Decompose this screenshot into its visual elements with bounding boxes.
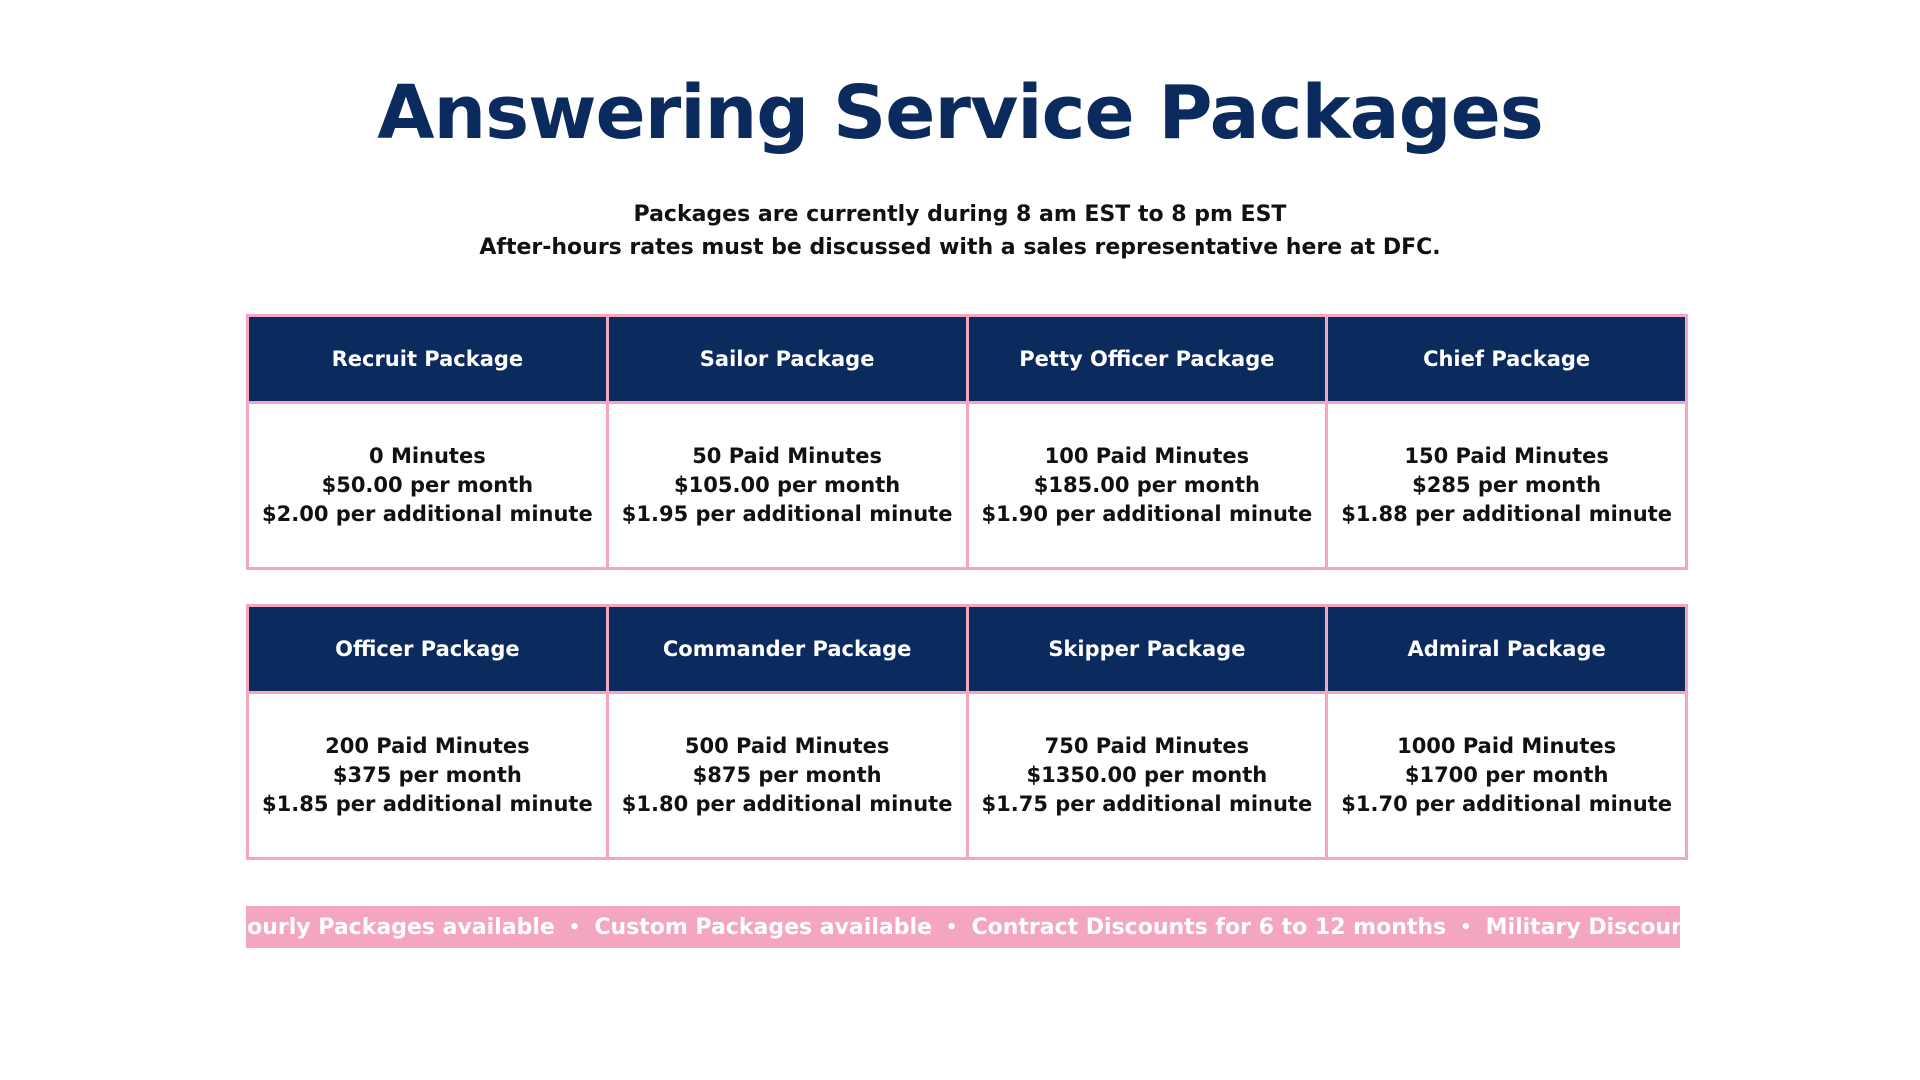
package-minutes: 50 Paid Minutes: [692, 444, 883, 468]
package-minutes: 200 Paid Minutes: [325, 734, 530, 758]
footer-custom-packages: Custom Packages available: [594, 914, 932, 940]
package-minutes: 150 Paid Minutes: [1404, 444, 1609, 468]
package-details: [969, 694, 1326, 857]
package-header: Admiral Package: [1328, 607, 1685, 691]
bullet-separator: •: [1460, 916, 1472, 938]
package-minutes: 500 Paid Minutes: [684, 734, 890, 758]
package-details: [249, 694, 606, 857]
package-additional-rate: $1.70 per additional minute: [1341, 792, 1672, 816]
package-header: Chief Package: [1328, 317, 1685, 401]
package-additional-rate: $1.88 per additional minute: [1341, 502, 1672, 526]
package-monthly-price: $50.00 per month: [321, 473, 534, 497]
package-additional-rate: $1.90 per additional minute: [981, 502, 1313, 526]
package-header: Skipper Package: [969, 607, 1326, 691]
package-monthly-price: $285 per month: [1412, 473, 1602, 497]
package-additional-rate: $1.80 per additional minute: [621, 792, 953, 816]
package-header: Officer Package: [249, 607, 606, 691]
bullet-separator: •: [568, 916, 581, 938]
package-additional-rate: $2.00 per additional minute: [262, 502, 593, 526]
package-table-row-1: [246, 314, 1688, 570]
package-details: [249, 404, 606, 567]
package-monthly-price: $375 per month: [332, 763, 522, 787]
package-monthly-price: $1700 per month: [1404, 763, 1609, 787]
package-monthly-price: $105.00 per month: [674, 473, 901, 497]
package-header: Sailor Package: [609, 317, 966, 401]
package-additional-rate: $1.85 per additional minute: [262, 792, 593, 816]
subtitle: [0, 198, 1920, 264]
package-details: [1328, 694, 1685, 857]
package-details: [609, 694, 966, 857]
package-additional-rate: $1.95 per additional minute: [621, 502, 953, 526]
subtitle-hours: Packages are currently during 8 am EST to 8 pm EST: [633, 202, 1287, 227]
package-minutes: 100 Paid Minutes: [1044, 444, 1250, 468]
footer-contract-discounts: Contract Discounts for 6 to 12 months: [971, 914, 1447, 940]
bullet-separator: •: [945, 916, 958, 938]
package-monthly-price: $1350.00 per month: [1026, 763, 1268, 787]
package-header: Commander Package: [609, 607, 966, 691]
package-details: [1328, 404, 1685, 567]
package-monthly-price: $875 per month: [692, 763, 882, 787]
package-minutes: 750 Paid Minutes: [1044, 734, 1250, 758]
package-monthly-price: $185.00 per month: [1033, 473, 1260, 497]
package-details: [969, 404, 1326, 567]
package-table-row-2: [246, 604, 1688, 860]
package-additional-rate: $1.75 per additional minute: [981, 792, 1313, 816]
package-minutes: 1000 Paid Minutes: [1397, 734, 1617, 758]
package-details: [609, 404, 966, 567]
footer-hourly-packages: Hourly Packages available: [228, 914, 555, 940]
subtitle-after-hours: After-hours rates must be discussed with a sales representative here at DFC.: [479, 235, 1441, 260]
footer-banner: [228, 906, 1698, 948]
package-header: Petty Officer Package: [969, 317, 1326, 401]
page-title: Answering Service Packages: [377, 70, 1543, 156]
footer-military-discount: Military Discount: [1485, 914, 1698, 940]
package-minutes: 0 Minutes: [369, 444, 486, 468]
package-header: Recruit Package: [249, 317, 606, 401]
